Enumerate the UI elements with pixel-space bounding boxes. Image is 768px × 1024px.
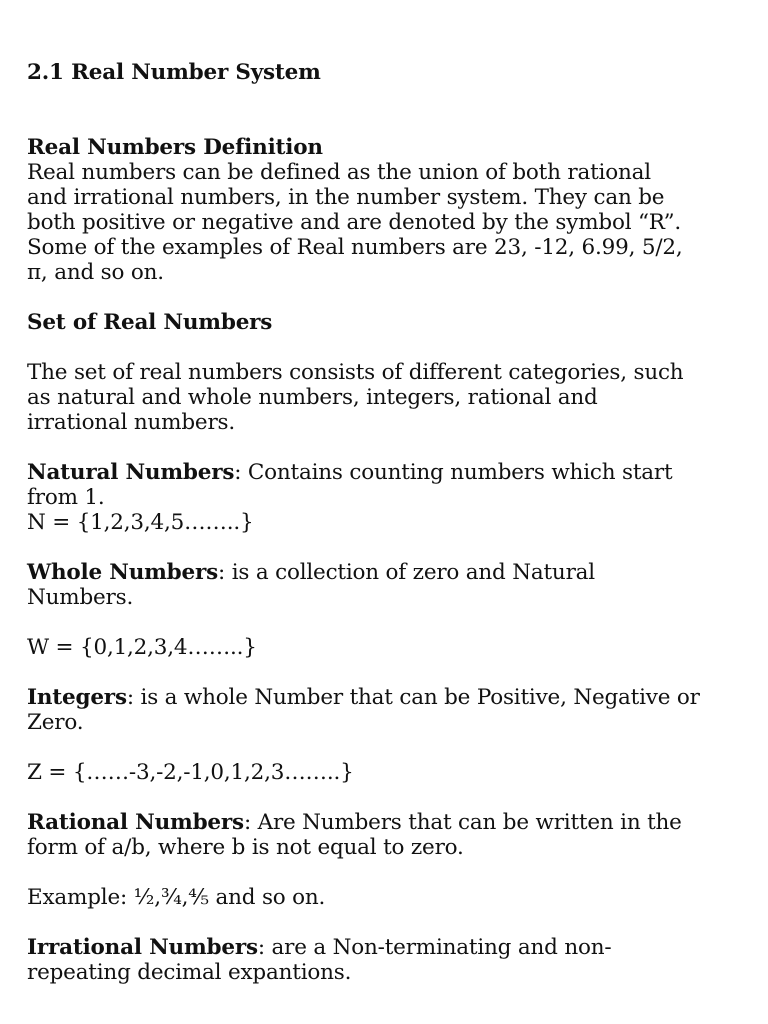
definition-line: π, and so on. (27, 260, 164, 285)
spacer (27, 610, 741, 635)
spacer (27, 435, 741, 460)
whole-numbers-definition (27, 560, 741, 585)
definition-line: Some of the examples of Real numbers are 23, -12, 6.99, 5/2, (27, 235, 683, 260)
set-description-line: The set of real numbers consists of different categories, such (27, 360, 684, 385)
rational-numbers-desc: : Are Numbers that can be written in the (243, 810, 682, 835)
spacer (27, 335, 741, 360)
definition-line: both positive or negative and are denoted by the symbol “R”. (27, 210, 682, 235)
spacer (27, 735, 741, 760)
spacer (27, 660, 741, 685)
spacer (27, 285, 741, 310)
irrational-numbers-term: Irrational Numbers (27, 935, 258, 960)
rational-numbers-desc-cont: form of a/b, where b is not equal to zero. (27, 835, 464, 860)
spacer (27, 85, 741, 110)
spacer (27, 535, 741, 560)
definition-line: and irrational numbers, in the number system. They can be (27, 185, 665, 210)
rational-numbers-example: Example: ½,¾,⅘ and so on. (27, 885, 326, 910)
definition-heading: Real Numbers Definition (27, 135, 323, 160)
spacer (27, 785, 741, 810)
irrational-numbers-desc: : are a Non-terminating and non- (257, 935, 612, 960)
set-description-line: as natural and whole numbers, integers, rational and (27, 385, 598, 410)
whole-numbers-desc-cont: Numbers. (27, 585, 134, 610)
natural-numbers-desc-cont: from 1. (27, 485, 105, 510)
integers-desc: : is a whole Number that can be Positive, Negative or (126, 685, 700, 710)
integers-desc-cont: Zero. (27, 710, 84, 735)
natural-numbers-definition (27, 460, 741, 485)
spacer (27, 110, 741, 135)
natural-numbers-set: N = {1,2,3,4,5……..} (27, 510, 254, 535)
definition-line: Real numbers can be defined as the union of both rational (27, 160, 651, 185)
spacer (27, 910, 741, 935)
whole-numbers-desc: : is a collection of zero and Natural (218, 560, 595, 585)
integers-definition (27, 685, 741, 710)
rational-numbers-definition (27, 810, 741, 835)
rational-numbers-term: Rational Numbers (27, 810, 244, 835)
spacer (27, 860, 741, 885)
set-description-line: irrational numbers. (27, 410, 235, 435)
whole-numbers-term: Whole Numbers (27, 560, 219, 585)
integers-term: Integers (27, 685, 127, 710)
whole-numbers-set: W = {0,1,2,3,4……..} (27, 635, 257, 660)
natural-numbers-term: Natural Numbers (27, 460, 235, 485)
irrational-numbers-definition (27, 935, 741, 960)
irrational-numbers-desc-cont: repeating decimal expantions. (27, 960, 352, 985)
set-heading: Set of Real Numbers (27, 310, 273, 335)
natural-numbers-desc: : Contains counting numbers which start (234, 460, 673, 485)
document-page (27, 60, 741, 985)
section-title: 2.1 Real Number System (27, 60, 321, 85)
integers-set: Z = {……-3,-2,-1,0,1,2,3……..} (27, 760, 354, 785)
